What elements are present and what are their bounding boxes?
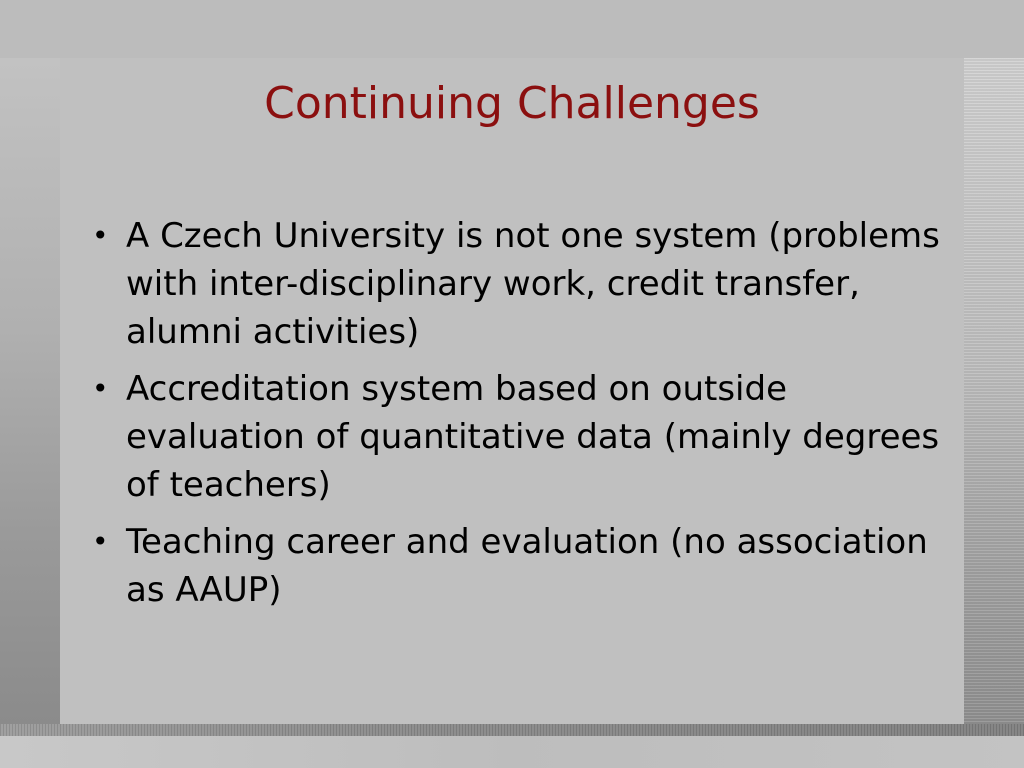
bullet-marker: • (92, 219, 109, 252)
bullet-text: A Czech University is not one system (problems with inter-disciplinary work, credit transfer, alumni activities) (126, 216, 940, 352)
left-background-band (0, 58, 60, 736)
slide-title: Continuing Challenges (264, 78, 760, 129)
bullet-item (88, 365, 948, 509)
top-background-band (0, 0, 1024, 58)
bullet-marker: • (92, 525, 109, 558)
bullet-item (88, 518, 948, 614)
bullet-text: Teaching career and evaluation (no association as AAUP) (126, 522, 928, 610)
bullet-marker: • (92, 372, 109, 405)
bullet-item (88, 212, 948, 356)
bullet-text: Accreditation system based on outside evaluation of quantitative data (mainly degrees of teachers) (126, 369, 940, 505)
right-background-band (964, 58, 1024, 736)
bullet-list (88, 212, 948, 623)
bottom-background-band (0, 736, 1024, 768)
bottom-shadow-band (0, 724, 1024, 736)
